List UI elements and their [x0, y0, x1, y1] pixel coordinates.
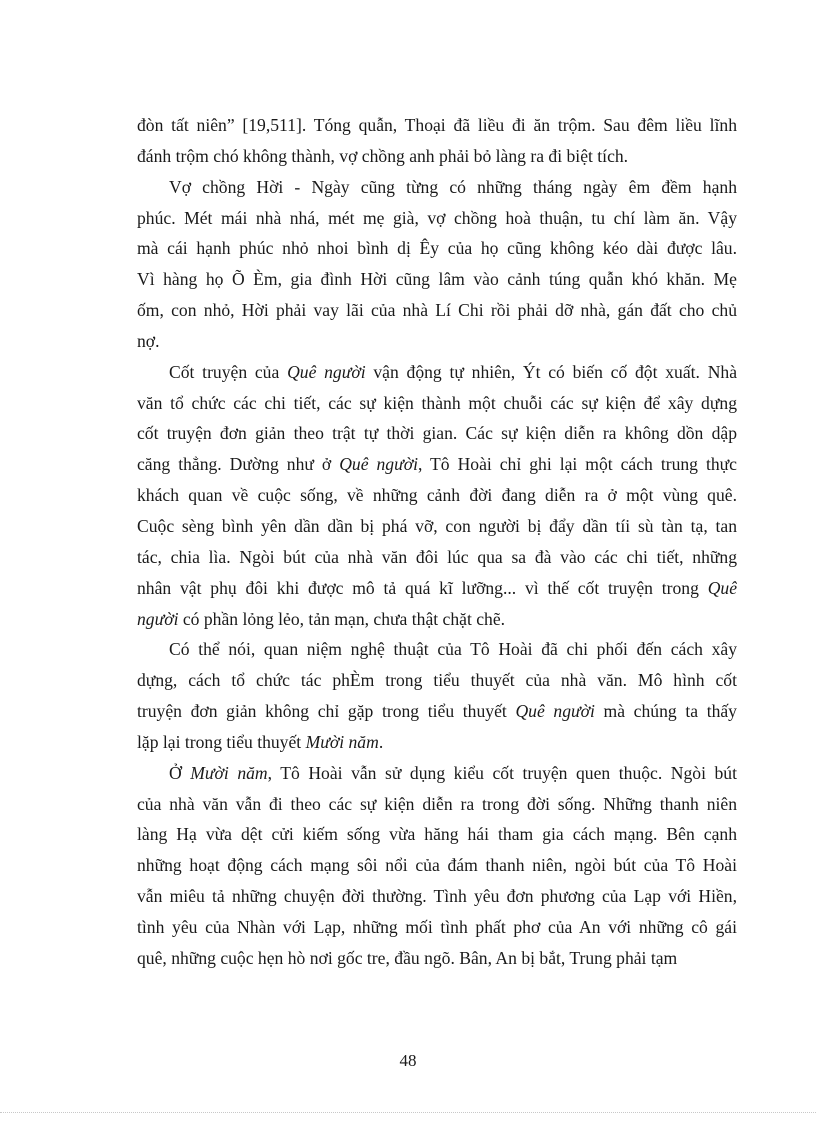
text-line: Vì hàng họ Õ Èm, gia đình Hời cũng lâm vào cảnh túng quẫn khó khăn. Mẹ	[137, 269, 737, 290]
text-line	[137, 573, 737, 604]
text-line: những hoạt động cách mạng sôi nổi của đám thanh niên, ngòi bút của Tô Hoài	[137, 855, 737, 876]
text-line: Có thể nói, quan niệm nghệ thuật của Tô Hoài đã chi phối đến cách xây	[169, 639, 737, 660]
page-number: 48	[399, 1051, 417, 1070]
text-line: làng Hạ vừa dệt cửi kiếm sống vừa hăng hái tham gia cách mạng. Bên cạnh	[137, 824, 737, 845]
text-line: mà cái hạnh phúc nhỏ nhoi bình dị Êy của họ cũng không kéo dài được lâu.	[137, 238, 737, 259]
text-line: đòn tất niên” [19,511]. Tóng quẫn, Thoại đã liều đi ăn trộm. Sau đêm liều lĩnh	[137, 115, 737, 135]
text-segment: căng thẳng. Dường như ở	[137, 454, 340, 475]
text-line: ốm, con nhỏ, Hời phải vay lãi của nhà Lí Chi rồi phải dỡ nhà, gán đất cho chủ	[137, 300, 737, 321]
italic-title: Quê người	[515, 701, 595, 722]
text-line	[137, 449, 737, 480]
paragraph	[137, 172, 737, 357]
text-line	[137, 758, 737, 789]
text-line: đánh trộm chó không thành, vợ chồng anh phải bỏ làng ra đi biệt tích.	[137, 145, 629, 166]
italic-title: Mười năm	[305, 731, 379, 752]
text-line: tác, chia lìa. Ngòi bút của nhà văn đôi lúc qua sa đà vào các chi tiết, những	[137, 546, 737, 567]
text-segment: nhân vật phụ đôi khi được mô tả quá kĩ lưỡng... vì thế cốt truyện trong	[137, 577, 708, 598]
text-line: quê, những cuộc hẹn hò nơi gốc tre, đầu ngõ. Bân, An bị bắt, Trung phải tạm	[137, 947, 678, 968]
paragraph	[137, 634, 737, 757]
text-line: vẫn miêu tả những chuyện đời thường. Tình yêu đơn phương của Lạp với Hiền,	[137, 886, 737, 907]
text-segment: mà chúng ta thấy	[594, 701, 737, 722]
text-line: nợ.	[137, 330, 160, 351]
text-line	[137, 357, 737, 388]
text-line: của nhà văn vẫn đi theo các sự kiện diễn ra trong đời sống. Những thanh niên	[137, 793, 737, 814]
italic-title: Mười năm	[190, 762, 268, 783]
text-line	[137, 727, 737, 758]
text-line: Vợ chồng Hời - Ngày cũng từng có những tháng ngày êm đềm hạnh	[169, 176, 737, 197]
text-line: khách quan về cuộc sống, về những cảnh đời đang diễn ra ở một vùng quê.	[137, 485, 737, 506]
text-segment: lặp lại trong tiểu thuyết	[137, 731, 306, 752]
text-line	[137, 696, 737, 727]
text-line: văn tổ chức các chi tiết, các sự kiện thành một chuỗi các sự kiện để xây dựng	[137, 392, 737, 413]
italic-title: người	[137, 608, 179, 629]
body-text	[137, 110, 737, 974]
text-segment: Cốt truyện của	[169, 361, 288, 382]
paragraph	[137, 110, 737, 172]
paragraph	[137, 758, 737, 974]
text-line: phúc. Mét mái nhà nhá, mét mẹ già, vợ chồng hoà thuận, tu chí làm ăn. Vậy	[137, 207, 737, 228]
text-segment: , Tô Hoài chỉ ghi lại một cách trung thực	[417, 454, 737, 475]
text-line: cốt truyện đơn giản theo trật tự thời gian. Các sự kiện diễn ra không dồn dập	[137, 423, 737, 444]
text-line: dựng, cách tổ chức tác phÈm trong tiểu thuyết của nhà văn. Mô hình cốt	[137, 670, 737, 691]
text-line: tình yêu của Nhàn với Lạp, những mối tình phất phơ của An với những cô gái	[137, 916, 737, 937]
text-segment: vận động tự nhiên, Ýt có biến cố đột xuất. Nhà	[365, 361, 738, 382]
text-segment: .	[378, 731, 384, 752]
paragraph	[137, 357, 737, 635]
italic-title: Quê người	[339, 454, 418, 475]
text-segment: truyện đơn giản không chỉ gặp trong tiểu thuyết	[137, 701, 516, 722]
italic-title: Quê người	[287, 361, 366, 382]
italic-title: Quê	[707, 577, 737, 598]
page-bottom-rule	[0, 1112, 816, 1113]
text-line: Cuộc sèng bình yên dần dần bị phá vỡ, con người bị đẩy dần tíi sù tàn tạ, tan	[137, 515, 737, 536]
text-segment: Ở	[169, 762, 191, 783]
text-line	[137, 604, 737, 635]
text-segment: , Tô Hoài vẫn sử dụng kiểu cốt truyện quen thuộc. Ngòi bút	[267, 762, 737, 783]
text-segment: có phần lỏng lẻo, tản mạn, chưa thật chặt chẽ.	[178, 608, 506, 629]
